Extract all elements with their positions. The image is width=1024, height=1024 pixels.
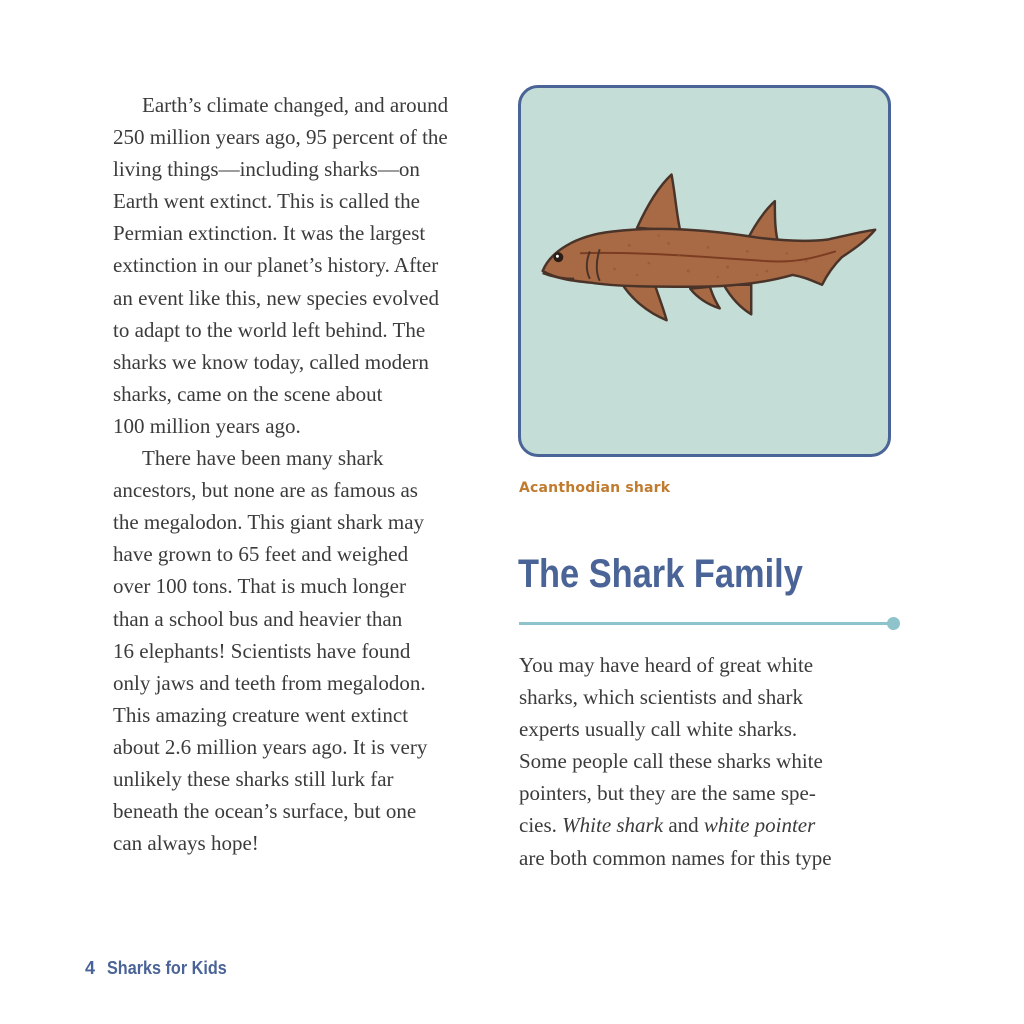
text-line: Earth went extinct. This is called the (113, 189, 420, 214)
text-line: Earth’s climate changed, and around (142, 93, 449, 117)
paragraph-permian-extinction (113, 89, 488, 442)
text-line: This amazing creature went extinct (113, 702, 409, 727)
text-line (519, 809, 899, 841)
text-line: extinction in our planet’s history. After (113, 253, 439, 278)
text-line: an event like this, new species evolved (113, 285, 439, 310)
page-number: 4 (85, 958, 96, 978)
italic-term-white-pointer: white pointer (703, 813, 816, 838)
text-line: can always hope! (113, 831, 259, 856)
text-line: about 2.6 million years ago. It is very (113, 734, 428, 759)
text-line: living things—including sharks—on (113, 157, 420, 182)
page-footer (85, 958, 240, 979)
text-line: Some people call these sharks white (519, 749, 823, 774)
text-line: 16 elephants! Scientists have found (113, 638, 411, 663)
text-line: beneath the ocean’s surface, but one (113, 799, 417, 824)
text-line: There have been many shark (142, 446, 384, 471)
section-divider-dot (887, 617, 900, 630)
text-line: experts usually call white sharks. (519, 717, 798, 742)
text-span: and (663, 813, 704, 838)
text-line: Permian extinction. It was the largest (113, 221, 426, 246)
text-line: are both common names for this type (519, 845, 832, 870)
book-title: Sharks for Kids (107, 958, 227, 978)
acanthodian-shark-illustration (521, 88, 888, 454)
text-line: ancestors, but none are as famous as (113, 478, 418, 503)
figure-caption: Acanthodian shark (519, 480, 671, 496)
text-line: You may have heard of great white (519, 653, 814, 677)
text-line: sharks we know today, called modern (113, 349, 429, 374)
paragraph-megalodon (113, 442, 488, 859)
text-line: have grown to 65 feet and weighed (113, 542, 409, 567)
section-divider (519, 622, 889, 625)
text-span: cies. (519, 813, 563, 838)
text-line: unlikely these sharks still lurk far (113, 766, 394, 791)
text-line: than a school bus and heavier than (113, 606, 403, 631)
text-line: pointers, but they are the same spe- (519, 781, 816, 806)
text-line: sharks, which scientists and shark (519, 685, 804, 710)
text-line: 100 million years ago. (113, 413, 301, 438)
text-line: 250 million years ago, 95 percent of the (113, 125, 448, 150)
left-column (113, 89, 488, 859)
text-line: to adapt to the world left behind. The (113, 317, 426, 342)
text-line: only jaws and teeth from megalodon. (113, 670, 426, 695)
italic-term-white-shark: White shark (562, 813, 664, 838)
text-line: over 100 tons. That is much longer (113, 574, 406, 599)
text-line: sharks, came on the scene about (113, 381, 383, 406)
right-column (519, 649, 899, 874)
text-line: the megalodon. This giant shark may (113, 510, 425, 535)
section-title: The Shark Family (518, 552, 803, 596)
acanthodian-shark-figure (518, 85, 891, 457)
